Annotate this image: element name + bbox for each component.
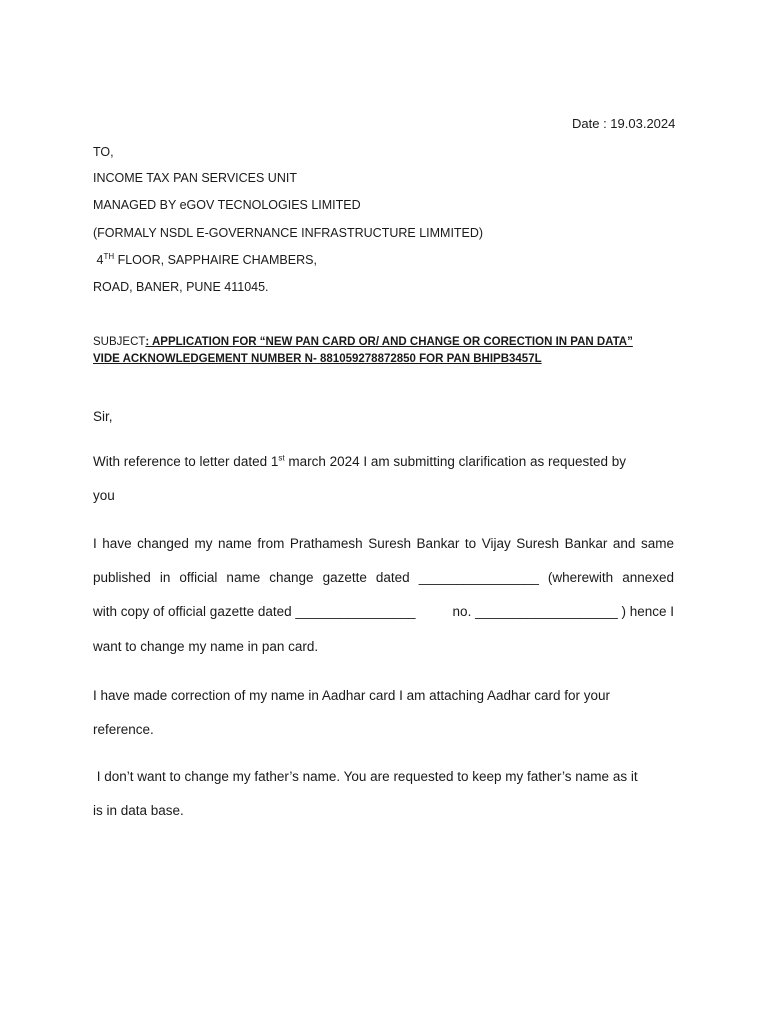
subject-prefix: SUBJECT — [93, 336, 146, 348]
paragraph-2 — [93, 536, 674, 654]
paragraph-3-line-1: I have made correction of my name in Aadhar card I am attaching Aadhar card for your — [93, 688, 611, 703]
floor-superscript: TH — [103, 251, 115, 261]
paragraph-3 — [93, 688, 674, 737]
floor-number: 4 — [96, 253, 104, 267]
subject-block — [93, 334, 673, 368]
paragraph-4 — [93, 769, 674, 818]
subject-line-2: VIDE ACKNOWLEDGEMENT NUMBER N- 881059278872850 FOR PAN BHIPB3457L — [93, 353, 542, 365]
paragraph-1 — [93, 454, 674, 503]
recipient-line-3: (FORMALY NSDL E-GOVERNANCE INFRASTRUCTURE LIMMITED) — [93, 226, 484, 240]
para1-superscript: st — [278, 453, 285, 463]
recipient-line-1: INCOME TAX PAN SERVICES UNIT — [93, 171, 297, 185]
paragraph-2-line-2: published in official name change gazette dated ________________ (wherewith annexed — [93, 570, 674, 585]
paragraph-2-line-3 — [93, 604, 674, 620]
paragraph-4-line-1: I don’t want to change my father’s name. You are requested to keep my father’s name as it — [93, 769, 638, 784]
paragraph-2-line-1: I have changed my name from Prathamesh Suresh Bankar to Vijay Suresh Bankar and same — [93, 536, 674, 551]
recipient-line-2: MANAGED BY eGOV TECNOLOGIES LIMITED — [93, 198, 361, 212]
para2-line3-b: no. ___________________ ) hence I — [452, 604, 674, 619]
recipient-to: TO, — [93, 145, 114, 159]
floor-rest: FLOOR, SAPPHAIRE CHAMBERS, — [114, 253, 317, 267]
para1-text-a: With reference to letter dated 1 — [93, 454, 279, 469]
recipient-line-4 — [93, 252, 317, 268]
paragraph-4-line-2: is in data base. — [93, 803, 184, 818]
para1-text-b: march 2024 I am submitting clarification as requested by — [284, 454, 627, 469]
para2-line3-a: with copy of official gazette dated ________________ — [93, 604, 416, 619]
paragraph-3-line-2: reference. — [93, 722, 154, 737]
paragraph-1-line-2: you — [93, 488, 115, 503]
subject-line-1 — [93, 334, 673, 351]
paragraph-2-line-4: want to change my name in pan card. — [93, 639, 319, 654]
subject-title: : APPLICATION FOR “NEW PAN CARD OR/ AND CHANGE OR CORECTION IN PAN DATA” — [145, 336, 633, 348]
paragraph-1-line-1 — [93, 454, 674, 469]
salutation: Sir, — [93, 409, 113, 424]
recipient-line-5: ROAD, BANER, PUNE 411045. — [93, 280, 269, 294]
date-line: Date : 19.03.2024 — [572, 116, 676, 131]
